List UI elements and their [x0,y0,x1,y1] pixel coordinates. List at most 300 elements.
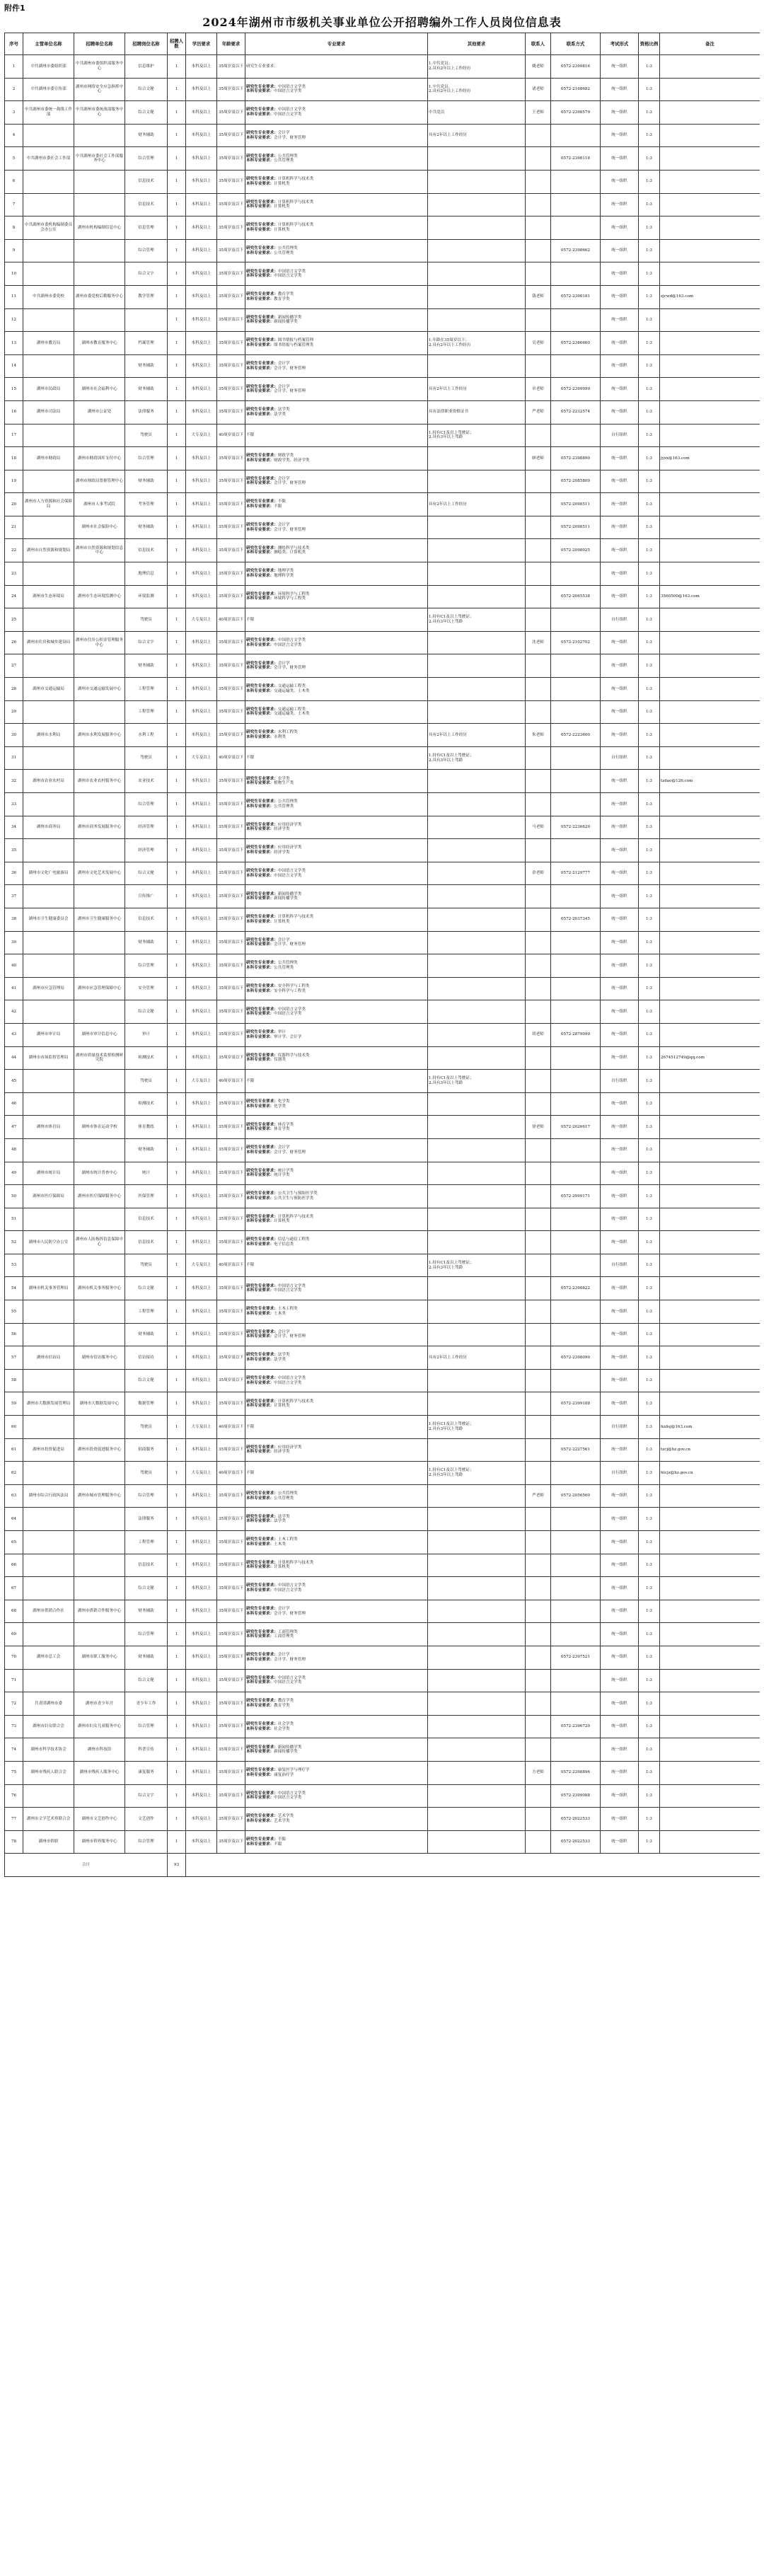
hire-count: 1 [168,1438,186,1462]
contact-person [526,1185,551,1208]
qualify-ratio: 1:3 [639,1300,660,1324]
hire-count: 1 [168,1554,186,1577]
contact-phone [551,170,601,193]
contact-person [526,1392,551,1416]
supervisor-name [23,308,74,332]
exam-form: 统一组织 [601,1300,639,1324]
contact-person [526,678,551,701]
contact-phone [551,885,601,908]
education-req: 本科及以上 [186,1369,217,1392]
supervisor-name: 中共湖州市委宣传部 [23,78,74,101]
supervisor-name [23,239,74,262]
remark [660,332,760,355]
remark [660,654,760,678]
qualify-ratio: 1:3 [639,1577,660,1600]
table-row [5,793,760,816]
contact-person [526,516,551,539]
supervisor-name [23,193,74,216]
unit-name [74,424,125,447]
supervisor-name [23,1092,74,1116]
row-index: 23 [5,562,23,586]
unit-name: 湖州市侨界服务中心 [74,1830,125,1854]
other-req [428,1023,526,1046]
row-index: 56 [5,1323,23,1346]
table-header-row [5,33,760,55]
other-req [428,1554,526,1577]
major-req: 研究生专业要求：计算机科学与技术类 本科专业要求：计算机类 [245,170,428,193]
table-row [5,400,760,424]
position-name: 法律服务 [125,400,168,424]
row-index: 37 [5,885,23,908]
contact-phone [551,562,601,586]
table-row [5,1138,760,1162]
table-row [5,239,760,262]
position-name: 农业技术 [125,770,168,793]
supervisor-name: 湖州市残疾人联合会 [23,1761,74,1784]
position-name: 经济管理 [125,816,168,839]
table-row [5,470,760,493]
education-req: 本科及以上 [186,1808,217,1831]
supervisor-name [23,516,74,539]
remark: 2674512749@qq.com [660,1046,760,1070]
row-index: 9 [5,239,23,262]
qualify-ratio: 1:3 [639,216,660,240]
exam-form: 统一组织 [601,1600,639,1623]
position-name: 档案管理 [125,332,168,355]
education-req: 本科及以上 [186,931,217,954]
major-req: 不限 [245,746,428,770]
table-row [5,724,760,747]
unit-name: 湖州市住房公积金管理服务中心 [74,631,125,654]
row-index: 25 [5,608,23,632]
other-req: 具有法律职业资格证书 [428,400,526,424]
table-row [5,770,760,793]
supervisor-name [23,746,74,770]
contact-person [526,239,551,262]
supervisor-name: 湖州市卫生健康委员会 [23,908,74,931]
qualify-ratio: 1:3 [639,378,660,401]
other-req: 1.持有C1及以上驾驶证； 2.具有3年以上驾龄 [428,1462,526,1485]
remark [660,1254,760,1277]
remark [660,1000,760,1024]
qualify-ratio: 1:3 [639,78,660,101]
age-req: 35周岁及以下 [217,239,245,262]
supervisor-name [23,170,74,193]
supervisor-name: 湖州市医疗保障局 [23,1185,74,1208]
contact-phone [551,1738,601,1762]
age-req: 35周岁及以下 [217,562,245,586]
other-req [428,1761,526,1784]
remark [660,1323,760,1346]
position-name: 驾驶员 [125,746,168,770]
qualify-ratio: 1:3 [639,908,660,931]
table-row [5,378,760,401]
unit-name: 湖州市大数据发展中心 [74,1392,125,1416]
age-req: 35周岁及以下 [217,631,245,654]
qualify-ratio: 1:3 [639,424,660,447]
row-index: 72 [5,1692,23,1716]
exam-form: 统一组织 [601,954,639,978]
major-req: 研究生专业要求：会计学 本科专业要求：会计学、财务管理 [245,1138,428,1162]
qualify-ratio: 1:3 [639,1600,660,1623]
row-index: 34 [5,816,23,839]
major-req: 研究生专业要求：法学类 本科专业要求：法学类 [245,1508,428,1531]
position-name: 财务辅助 [125,1600,168,1623]
major-req: 研究生专业要求：财政学类 本科专业要求：财政学类、经济学类 [245,447,428,470]
hire-count: 1 [168,101,186,125]
education-req: 本科及以上 [186,55,217,79]
contact-phone [551,308,601,332]
contact-phone [551,746,601,770]
hire-count: 1 [168,746,186,770]
row-index: 8 [5,216,23,240]
age-req: 35周岁及以下 [217,1323,245,1346]
contact-phone: 0572-2102702 [551,631,601,654]
exam-form: 统一组织 [601,147,639,171]
remark [660,608,760,632]
contact-person [526,1784,551,1808]
table-row [5,1438,760,1462]
table-row [5,539,760,562]
supervisor-name [23,262,74,286]
major-req: 研究生专业要求：地理学类 本科专业要求：地理科学类 [245,562,428,586]
row-index: 51 [5,1208,23,1231]
supervisor-name [23,700,74,724]
other-req [428,793,526,816]
unit-name: 湖州市残疾人服务中心 [74,1761,125,1784]
exam-form: 自行组织 [601,1254,639,1277]
table-row [5,332,760,355]
table-row [5,447,760,470]
other-req [428,1830,526,1854]
age-req: 35周岁及以下 [217,193,245,216]
row-index: 1 [5,55,23,79]
col-education-header: 学历要求 [186,33,217,55]
position-name: 经济管理 [125,839,168,862]
exam-form: 统一组织 [601,1369,639,1392]
unit-name: 湖州市质量技术监督检测研究院 [74,1046,125,1070]
position-name: 考务管理 [125,493,168,516]
position-name: 信息技术 [125,170,168,193]
position-name: 工程管理 [125,700,168,724]
contact-person: 章老师 [526,378,551,401]
qualify-ratio: 1:3 [639,1646,660,1669]
table-row [5,1023,760,1046]
position-name: 财务辅助 [125,1138,168,1162]
other-req [428,1484,526,1508]
contact-person [526,1738,551,1762]
contact-person: 严老师 [526,1484,551,1508]
age-req: 35周岁及以下 [217,493,245,516]
major-req: 研究生专业要求：新闻传播学类 本科专业要求：新闻传播学类 [245,885,428,908]
supervisor-name: 湖州市民政局 [23,378,74,401]
contact-phone: 0572-2399816 [551,55,601,79]
age-req: 35周岁及以下 [217,378,245,401]
contact-phone [551,654,601,678]
supervisor-name: 湖州市体育局 [23,1116,74,1139]
remark [660,1277,760,1300]
other-req [428,678,526,701]
position-name: 数据管理 [125,1392,168,1416]
other-req [428,262,526,286]
exam-form: 自行组织 [601,746,639,770]
other-req: 1.中共党员； 2.具有2年以上工作经历 [428,78,526,101]
row-index: 48 [5,1138,23,1162]
contact-person [526,1254,551,1277]
row-index: 71 [5,1669,23,1692]
unit-name [74,793,125,816]
row-index: 45 [5,1070,23,1093]
table-row [5,1323,760,1346]
major-req: 研究生专业要求：新闻传播学类 本科专业要求：新闻传播学类 [245,1738,428,1762]
remark [660,1623,760,1646]
other-req [428,447,526,470]
other-req: 具有2年以上工作经历 [428,724,526,747]
age-req: 35周岁及以下 [217,354,245,378]
exam-form: 统一组织 [601,262,639,286]
position-name: 信息技术 [125,908,168,931]
exam-form: 统一组织 [601,354,639,378]
exam-form: 统一组织 [601,1554,639,1577]
position-name: 审计 [125,1023,168,1046]
hire-count: 1 [168,55,186,79]
supervisor-name: 湖州市教育局 [23,332,74,355]
qualify-ratio: 1:3 [639,308,660,332]
supervisor-name [23,885,74,908]
age-req: 35周岁及以下 [217,539,245,562]
hire-count: 1 [168,1369,186,1392]
remark [660,516,760,539]
hire-count: 1 [168,332,186,355]
contact-phone [551,1300,601,1324]
other-req [428,1116,526,1139]
contact-person: 徐老师 [526,1116,551,1139]
contact-person: 胡老师 [526,1023,551,1046]
major-req: 研究生专业要求：应用经济学类 本科专业要求：经济学类 [245,839,428,862]
col-other-header: 其他要求 [428,33,526,55]
position-name: 综合管理 [125,447,168,470]
position-name: 科普宣传 [125,1738,168,1762]
unit-name [74,354,125,378]
contact-phone [551,193,601,216]
other-req: 具有2年以上工作经历 [428,378,526,401]
col-remark-header: 备注 [660,33,760,55]
position-name: 驾驶员 [125,1462,168,1485]
table-row [5,1092,760,1116]
contact-phone [551,1416,601,1439]
remark [660,1761,760,1784]
contact-person: 方老师 [526,1761,551,1784]
contact-person [526,1600,551,1623]
remark [660,170,760,193]
row-index: 41 [5,977,23,1000]
contact-phone [551,1138,601,1162]
qualify-ratio: 1:3 [639,1138,660,1162]
contact-person [526,1508,551,1531]
table-row [5,493,760,516]
hire-count: 1 [168,470,186,493]
education-req: 本科及以上 [186,1277,217,1300]
hire-count: 1 [168,1116,186,1139]
row-index: 59 [5,1392,23,1416]
position-name: 综合管理 [125,1623,168,1646]
row-index: 67 [5,1577,23,1600]
education-req: 本科及以上 [186,539,217,562]
major-req: 研究生专业要求：公共管理类 本科专业要求：公共管理类 [245,954,428,978]
age-req: 40周岁及以下 [217,1070,245,1093]
remark [660,631,760,654]
contact-person: 吴老师 [526,332,551,355]
hire-count: 1 [168,931,186,954]
exam-form: 统一组织 [601,562,639,586]
contact-person [526,1416,551,1439]
age-req: 35周岁及以下 [217,654,245,678]
unit-name: 湖州市商务发展服务中心 [74,816,125,839]
education-req: 本科及以上 [186,885,217,908]
hire-count: 1 [168,770,186,793]
other-req [428,839,526,862]
exam-form: 统一组织 [601,1692,639,1716]
qualify-ratio: 1:3 [639,354,660,378]
exam-form: 统一组织 [601,332,639,355]
qualify-ratio: 1:3 [639,1116,660,1139]
hire-count: 1 [168,1600,186,1623]
exam-form: 统一组织 [601,724,639,747]
remark [660,55,760,79]
other-req: 1.持有C1及以上驾驶证； 2.具有3年以上驾龄 [428,1254,526,1277]
hire-count: 1 [168,562,186,586]
table-row [5,124,760,147]
major-req: 研究生专业要求：中国语言文学类 本科专业要求：中国语言文学类 [245,262,428,286]
major-req: 研究生专业要求：化学类 本科专业要求：化学类 [245,1092,428,1116]
remark [660,885,760,908]
hire-count: 1 [168,447,186,470]
table-row [5,1784,760,1808]
remark [660,700,760,724]
contact-person [526,1208,551,1231]
supervisor-name: 湖州市司法局 [23,400,74,424]
unit-name: 湖州市社会保险中心 [74,516,125,539]
row-index: 62 [5,1462,23,1485]
contact-phone [551,1508,601,1531]
position-name: 检测技术 [125,1046,168,1070]
table-row [5,654,760,678]
unit-name [74,954,125,978]
education-req: 本科及以上 [186,678,217,701]
exam-form: 统一组织 [601,700,639,724]
other-req [428,354,526,378]
row-index: 5 [5,147,23,171]
supervisor-name: 湖州市商务局 [23,816,74,839]
hire-count: 1 [168,1830,186,1854]
other-req [428,1138,526,1162]
age-req: 35周岁及以下 [217,1600,245,1623]
contact-person [526,1162,551,1185]
unit-name [74,1577,125,1600]
exam-form: 统一组织 [601,285,639,308]
other-req [428,1669,526,1692]
remark [660,216,760,240]
major-req: 研究生专业要求：不限 本科专业要求：不限 [245,493,428,516]
education-req: 本科及以上 [186,470,217,493]
qualify-ratio: 1:3 [639,631,660,654]
major-req: 研究生专业要求：计算机科学与技术类 本科专业要求：计算机类 [245,1392,428,1416]
table-row [5,1208,760,1231]
contact-person [526,700,551,724]
other-req: 1.持有C1及以上驾驶证； 2.具有3年以上驾龄 [428,608,526,632]
row-index: 46 [5,1092,23,1116]
hire-count: 1 [168,1715,186,1738]
supervisor-name: 湖州市水利局 [23,724,74,747]
major-req: 研究生专业要求：社会学类 本科专业要求：社会学类 [245,1715,428,1738]
table-row [5,1162,760,1185]
other-req [428,1300,526,1324]
age-req: 35周岁及以下 [217,1531,245,1554]
age-req: 35周岁及以下 [217,1692,245,1716]
table-row [5,1830,760,1854]
major-req: 研究生专业要求：中国语言文学类 本科专业要求：中国语言文学类 [245,631,428,654]
qualify-ratio: 1:3 [639,400,660,424]
qualify-ratio: 1:3 [639,931,660,954]
other-req [428,285,526,308]
age-req: 35周岁及以下 [217,585,245,608]
hire-count: 1 [168,1162,186,1185]
supervisor-name: 湖州市信访局 [23,1346,74,1370]
contact-person [526,885,551,908]
other-req: 1.持有C1及以上驾驶证； 2.具有3年以上驾龄 [428,1416,526,1439]
row-index: 18 [5,447,23,470]
hire-count: 1 [168,608,186,632]
total-row [5,1854,760,1877]
qualify-ratio: 1:3 [639,1508,660,1531]
other-req: 具有2年以上工作经历 [428,1346,526,1370]
contact-person [526,954,551,978]
table-row [5,562,760,586]
major-req: 研究生专业要求：会计学 本科专业要求：会计学、财务管理 [245,378,428,401]
contact-person [526,1092,551,1116]
row-index: 15 [5,378,23,401]
age-req: 35周岁及以下 [217,1484,245,1508]
remark [660,1738,760,1762]
other-req [428,1208,526,1231]
exam-form: 统一组织 [601,1623,639,1646]
other-req: 1.持有C1及以上驾驶证； 2.具有3年以上驾龄 [428,424,526,447]
contact-person [526,839,551,862]
table-row [5,170,760,193]
position-name: 文艺创作 [125,1808,168,1831]
row-index: 58 [5,1369,23,1392]
major-req: 研究生专业要求：图书情报与档案管理 本科专业要求：图书情报与档案管理类 [245,332,428,355]
education-req: 本科及以上 [186,262,217,286]
education-req: 大专及以上 [186,608,217,632]
position-name: 财务辅助 [125,516,168,539]
major-req: 研究生专业要求：审计 本科专业要求：审计学、会计学 [245,1023,428,1046]
table-row [5,1254,760,1277]
major-req: 研究生专业要求：中国语言文学类 本科专业要求：中国语言文学类 [245,1669,428,1692]
position-name: 财务辅助 [125,654,168,678]
col-position-header: 招聘岗位名称 [125,33,168,55]
contact-phone [551,1323,601,1346]
exam-form: 统一组织 [601,378,639,401]
unit-name [74,1784,125,1808]
education-req: 本科及以上 [186,447,217,470]
supervisor-name: 湖州市文化广电旅游局 [23,862,74,885]
table-row [5,1738,760,1762]
supervisor-name: 湖州市文学艺术界联合会 [23,1808,74,1831]
unit-name [74,170,125,193]
qualify-ratio: 1:3 [639,585,660,608]
contact-phone [551,839,601,862]
